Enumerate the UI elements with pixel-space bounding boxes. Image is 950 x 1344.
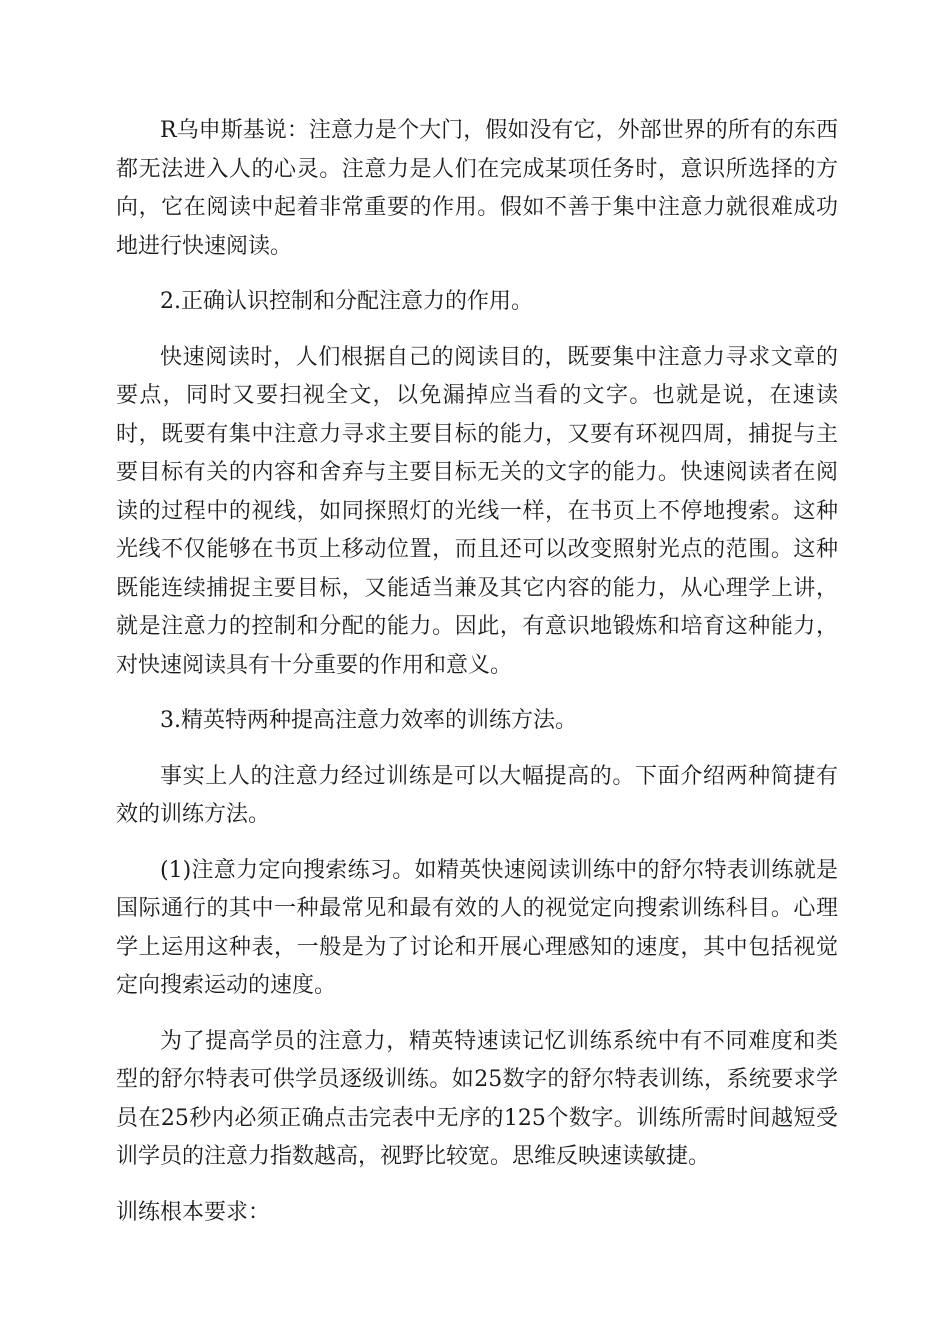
paragraph-ushinsky-quote: R乌申斯基说：注意力是个大门，假如没有它，外部世界的所有的东西都无法进入人的心灵。注意力是人们在完成某项任务时，意识所选择的方向，它在阅读中起着非常重要的作用。假如不善于集中注意力就很难成功地进行快速阅读。 <box>116 118 838 259</box>
paragraph-directed-search-exercise: (1)注意力定向搜索练习。如精英快速阅读训练中的舒尔特表训练就是国际通行的其中一种最常见和最有效的人的视觉定向搜索训练科目。心理学上运用这种表，一般是为了讨论和开展心理感知的速度，其中包括视觉定向搜索运动的速度。 <box>116 857 838 998</box>
paragraph-speed-reading-attention: 快速阅读时，人们根据自己的阅读目的，既要集中注意力寻求文章的要点，同时又要扫视全文，以免漏掉应当看的文字。也就是说，在速读时，既要有集中注意力寻求主要目标的能力，又要有环视四周，捕捉与主要目标有关的内容和舍弃与主要目标无关的文字的能力。快速阅读者在阅读的过程中的视线，如同探照灯的光线一样，在书页上不停地搜索。这种光线不仅能够在书页上移动位置，而且还可以改变照射光点的范围。这种既能连续捕捉主要目标，又能适当兼及其它内容的能力，从心理学上讲，就是注意力的控制和分配的能力。因此，有意识地锻炼和培育这种能力，对快速阅读具有十分重要的作用和意义。 <box>116 344 838 678</box>
document-body <box>116 112 838 1249</box>
heading-control-and-distribution: 2.正确认识控制和分配注意力的作用。 <box>160 289 533 314</box>
paragraph-attention-trainable: 事实上人的注意力经过训练是可以大幅提高的。下面介绍两种简捷有效的训练方法。 <box>116 763 838 827</box>
heading-basic-requirements: 训练根本要求： <box>116 1199 271 1225</box>
paragraph-schulte-table-training: 为了提高学员的注意力，精英特速读记忆训练系统中有不同难度和类型的舒尔特表可供学员逐级训练。如25数字的舒尔特表训练，系统要求学员在25秒内必须正确点击完表中无序的125个数字。训练所需时间越短受训学员的注意力指数越高，视野比较宽。思维反映速读敏捷。 <box>116 1028 838 1169</box>
heading-training-methods: 3.精英特两种提高注意力效率的训练方法。 <box>160 708 577 733</box>
